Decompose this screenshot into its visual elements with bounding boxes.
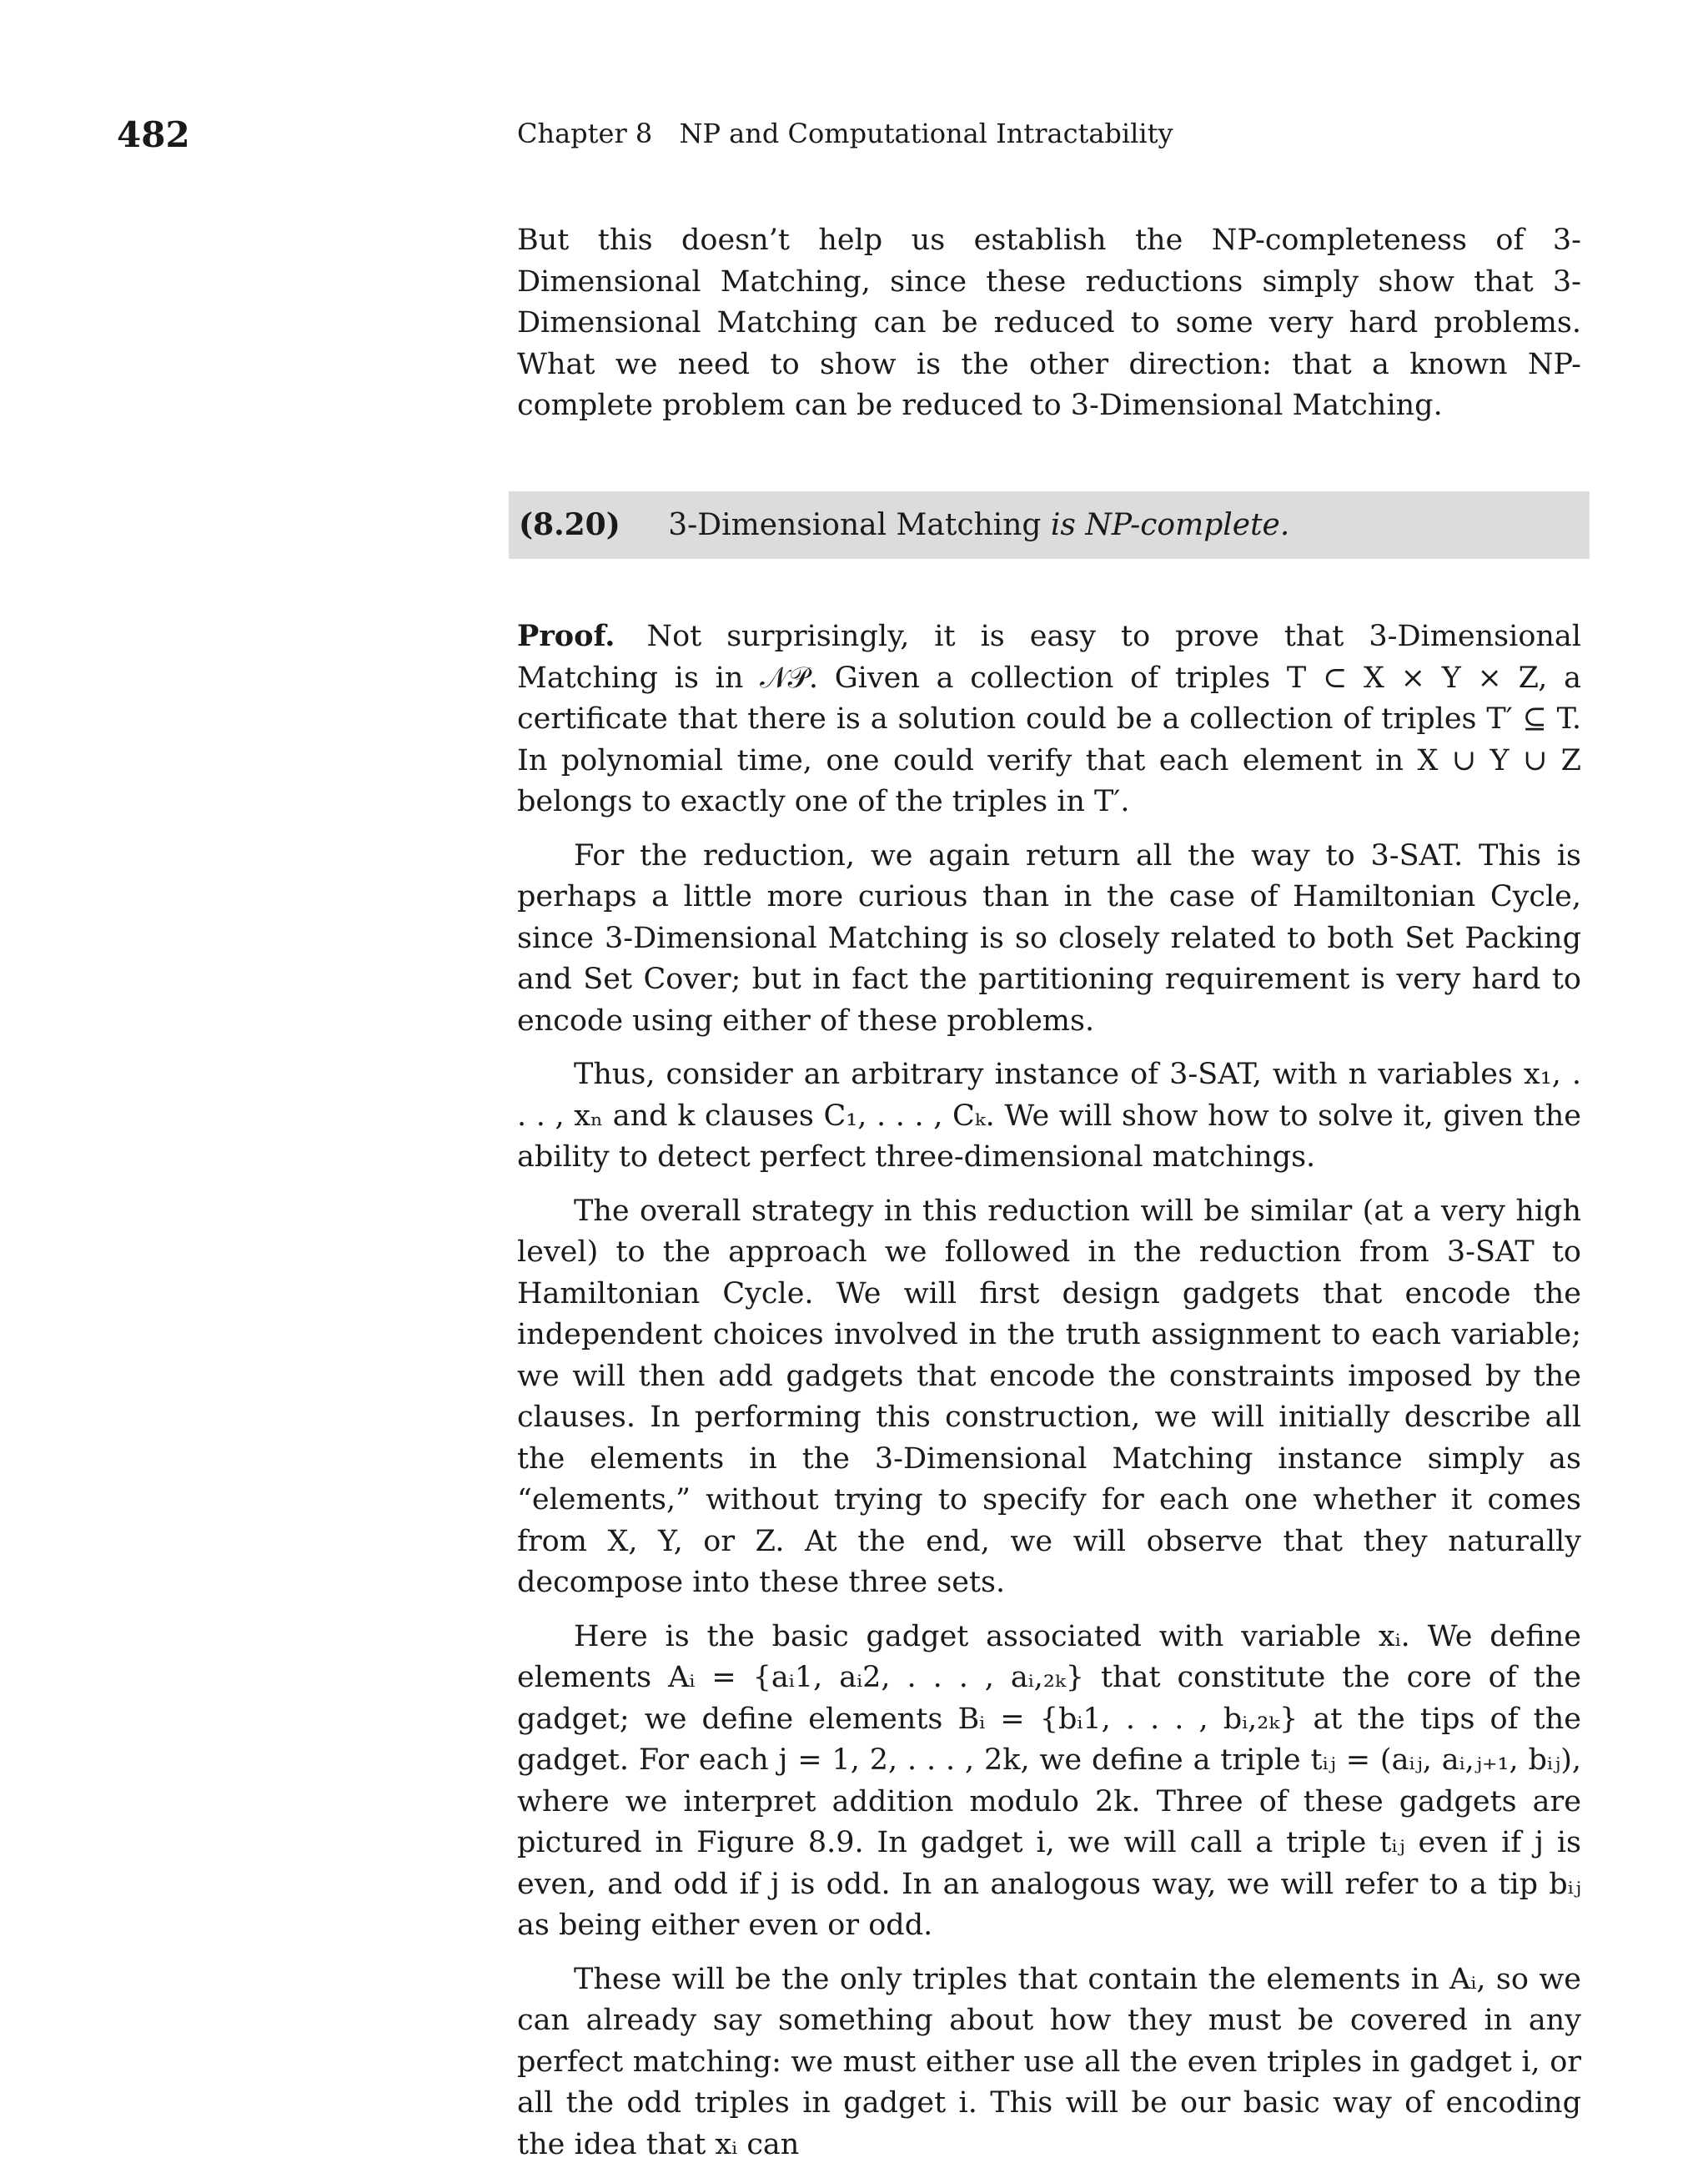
running-head-title: NP and Computational Intractability xyxy=(679,118,1173,149)
page-number: 482 xyxy=(117,114,190,155)
theorem-subject: 3-Dimensional Matching xyxy=(668,508,1042,542)
intro-paragraph: But this doesn’t help us establish the NP-completeness of 3-Dimensional Matching, since these reductions simply show that 3-Dimensional Matching can be reduced to some very hard problems. What we need to show is the other direction: that a known NP-complete problem can be reduced to 3-Dimensional Matching. xyxy=(517,224,1581,422)
proof-paragraph-5: Here is the basic gadget associated with variable xᵢ. We define elements Aᵢ = {aᵢ1, aᵢ2, . . . , aᵢ,₂ₖ} that constitute the core of the gadget; we define elements Bᵢ = {bᵢ1, . . . , bᵢ,₂ₖ} at the tips of the gadget. For each j = 1, 2, . . . , 2k, we define a triple tᵢⱼ = (aᵢⱼ, aᵢ,ⱼ₊₁, bᵢⱼ), where we interpret addition modulo 2k. Three of these gadgets are pictured in Figure 8.9. In gadget i, we will call a triple tᵢⱼ even if j is even, and odd if j is odd. In an analogous way, we will refer to a tip bᵢⱼ as being either even or odd. xyxy=(517,1619,1581,1942)
proof-paragraph-1 xyxy=(517,616,1581,823)
proof-label: Proof. xyxy=(517,619,615,653)
running-head xyxy=(517,115,1173,152)
proof-paragraph-3: Thus, consider an arbitrary instance of 3-SAT, with n variables x₁, . . . , xₙ and k clauses C₁, . . . , Cₖ. We will show how to solve it, given the ability to detect perfect three-dimensional matchings. xyxy=(517,1058,1581,1174)
theorem-box xyxy=(509,491,1590,559)
proof-paragraph-2: For the reduction, we again return all the way to 3-SAT. This is perhaps a little more curious than in the case of Hamiltonian Cycle, since 3-Dimensional Matching is so closely related to both Set Packing and Set Cover; but in fact the partitioning requirement is very hard to encode using either of these problems. xyxy=(517,838,1581,1038)
theorem-statement: is NP-complete. xyxy=(1050,508,1290,542)
running-head-chapter: Chapter 8 xyxy=(517,118,653,149)
intro-section xyxy=(517,220,1581,427)
proof-paragraph-6: These will be the only triples that contain the elements in Aᵢ, so we can already say something about how they must be covered in any perfect matching: we must either use all the even triples in gadget i, or all the odd triples in gadget i. This will be our basic way of encoding the idea that xᵢ can xyxy=(517,1962,1581,2161)
proof-paragraph-4: The overall strategy in this reduction will be similar (at a very high level) to the approach we followed in the reduction from 3-SAT to Hamiltonian Cycle. We will first design gadgets that encode the independent choices involved in the truth assignment to each variable; we will then add gadgets that encode the constraints imposed by the clauses. In performing this construction, we will initially describe all the elements in the 3-Dimensional Matching instance simply as “elements,” without trying to specify for each one whether it comes from X, Y, or Z. At the end, we will observe that they naturally decompose into these three sets. xyxy=(517,1194,1581,1599)
proof-paragraph-1-text: Not surprisingly, it is easy to prove that 3-Dimensional Matching is in 𝒩𝒫. Given a collection of triples T ⊂ X × Y × Z, a certificate that there is a solution could be a collection of triples T′ ⊆ T. In polynomial time, one could verify that each element in X ∪ Y ∪ Z belongs to exactly one of the triples in T′. xyxy=(517,620,1581,818)
proof-section xyxy=(517,616,1581,2178)
theorem-number: (8.20) xyxy=(519,507,620,542)
